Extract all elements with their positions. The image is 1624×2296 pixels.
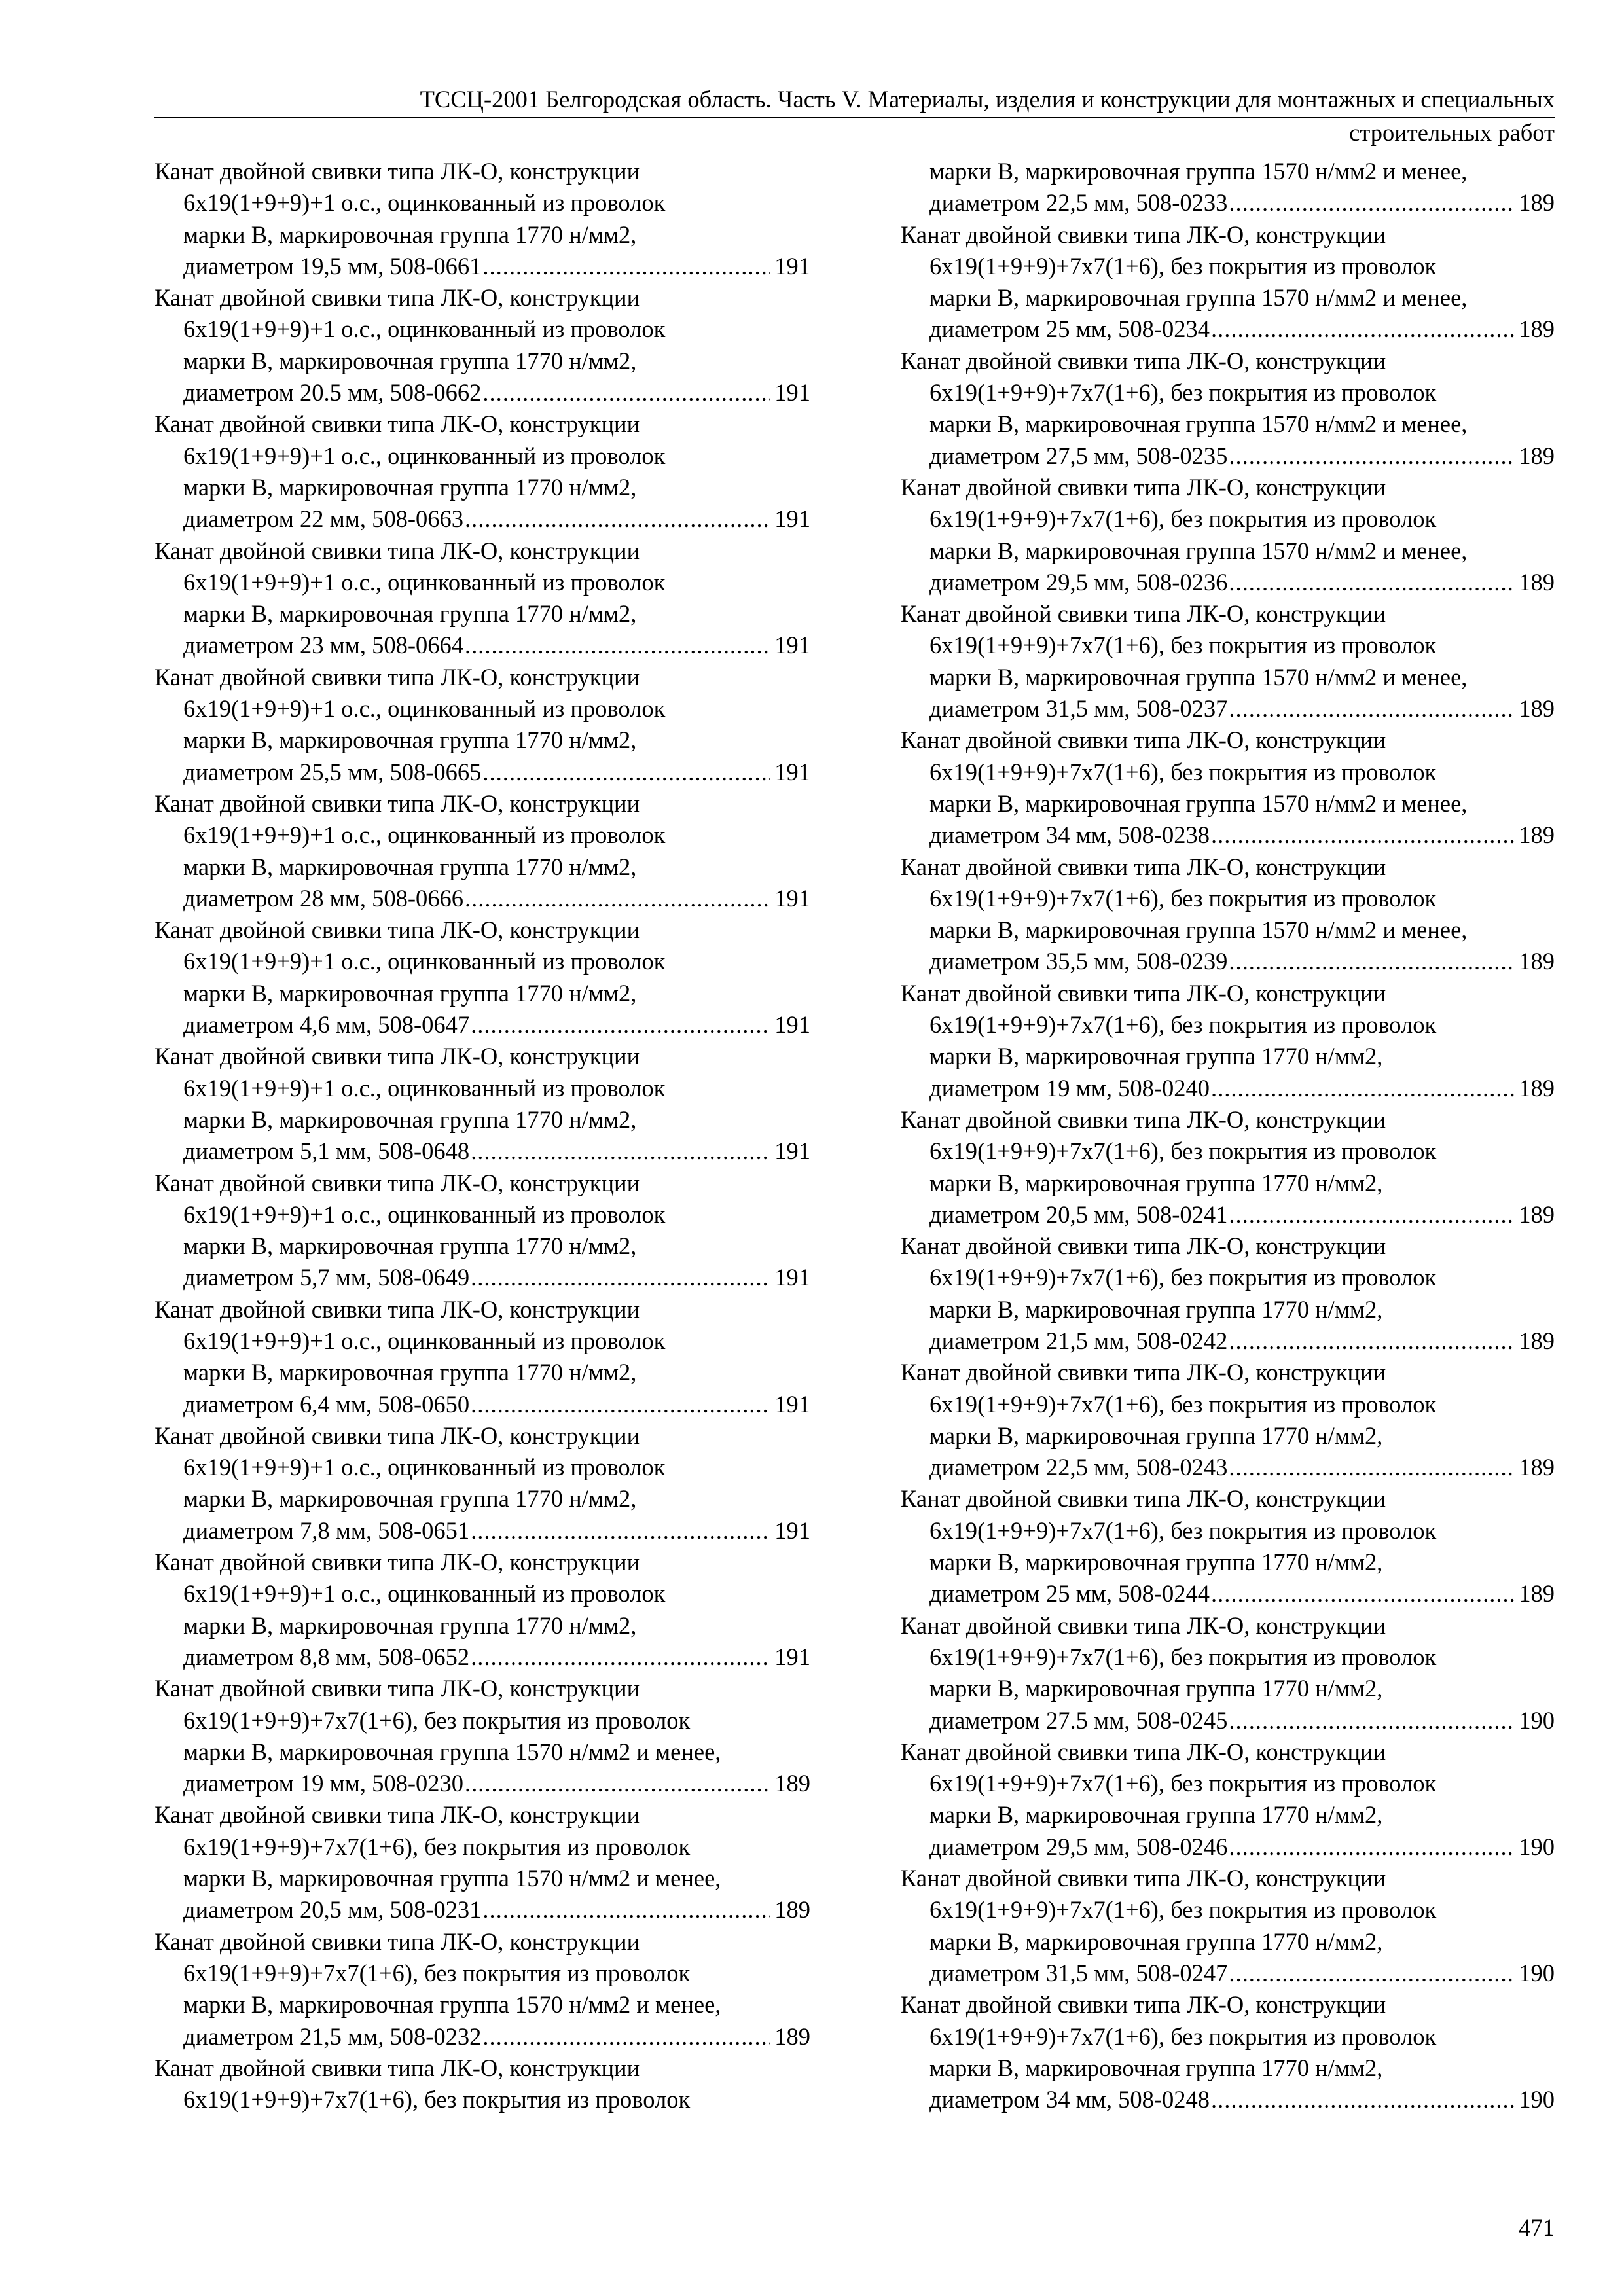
- entry-diameter-code: диаметром 25 мм, 508-0244: [929, 1580, 1210, 1607]
- index-column-right: [901, 156, 1555, 2115]
- entry-diameter-code: диаметром 8,8 мм, 508-0652: [183, 1643, 470, 1670]
- entry-final-line: [154, 1894, 810, 1926]
- dot-leader: [482, 377, 770, 408]
- index-entry: [901, 156, 1555, 219]
- dot-leader: [1229, 1452, 1515, 1483]
- index-entry: [901, 219, 1555, 346]
- dot-leader: [1229, 567, 1515, 598]
- index-entry: [154, 1420, 810, 1547]
- dot-leader: [1229, 1325, 1515, 1357]
- entry-continuation-line: марки В, маркировочная группа 1770 н/мм2,: [183, 347, 637, 374]
- entry-continuation-line: марки В, маркировочная группа 1770 н/мм2,: [183, 1105, 637, 1133]
- entry-continuation-line: 6х19(1+9+9)+1 о.с., оцинкованный из проволок: [183, 442, 666, 469]
- entry-title-line: Канат двойной свивки типа ЛК-О, конструкции: [154, 1295, 640, 1323]
- index-entry: [901, 598, 1555, 725]
- entry-continuation-line: марки В, маркировочная группа 1770 н/мм2,: [929, 1169, 1383, 1196]
- entry-continuation-line: марки В, маркировочная группа 1770 н/мм2,: [929, 1422, 1383, 1449]
- entry-continuation-line: марки В, маркировочная группа 1770 н/мм2,: [929, 1801, 1383, 1829]
- entry-title-line: Канат двойной свивки типа ЛК-О, конструкции: [901, 1485, 1386, 1513]
- entry-final-line: [901, 819, 1555, 851]
- entry-continuation-line: марки В, маркировочная группа 1770 н/мм2,: [183, 221, 637, 248]
- entry-title-line: Канат двойной свивки типа ЛК-О, конструкции: [154, 1169, 640, 1196]
- entry-continuation-line: марки В, маркировочная группа 1570 н/мм2 и менее,: [183, 1991, 721, 2018]
- dot-leader: [471, 1389, 770, 1420]
- entry-title-line: Канат двойной свивки типа ЛК-О, конструкции: [901, 473, 1386, 501]
- entry-page-ref: 191: [774, 252, 810, 279]
- entry-final-line: [154, 1262, 810, 1293]
- entry-page-ref: 191: [774, 1390, 810, 1418]
- entry-final-line: [154, 757, 810, 788]
- entry-final-line: [901, 693, 1555, 725]
- dot-leader: [482, 1894, 770, 1926]
- entry-final-line: [154, 1389, 810, 1420]
- entry-final-line: [901, 187, 1555, 219]
- entry-diameter-code: диаметром 19 мм, 508-0230: [183, 1770, 464, 1797]
- dot-leader: [471, 1515, 770, 1547]
- entry-diameter-code: диаметром 19,5 мм, 508-0661: [183, 252, 482, 279]
- entry-diameter-code: диаметром 22,5 мм, 508-0233: [929, 189, 1228, 217]
- entry-title-line: Канат двойной свивки типа ЛК-О, конструкции: [154, 1422, 640, 1449]
- header-title-continued: строительных работ: [1349, 119, 1555, 146]
- entry-title-line: Канат двойной свивки типа ЛК-О, конструкции: [901, 600, 1386, 628]
- entry-continuation-line: 6х19(1+9+9)+7х7(1+6), без покрытия из проволок: [929, 379, 1437, 406]
- index-entry: [901, 1863, 1555, 1989]
- entry-page-ref: 189: [1519, 1200, 1555, 1228]
- entry-title-line: Канат двойной свивки типа ЛК-О, конструкции: [901, 1738, 1386, 1765]
- index-entry: [901, 852, 1555, 978]
- entry-page-ref: 189: [1519, 442, 1555, 469]
- entry-continuation-line: марки В, маркировочная группа 1770 н/мм2,: [929, 1928, 1383, 1955]
- entry-continuation-line: 6х19(1+9+9)+1 о.с., оцинкованный из проволок: [183, 189, 666, 217]
- entry-title-line: Канат двойной свивки типа ЛК-О, конструкции: [901, 1865, 1386, 1892]
- entry-page-ref: 190: [1519, 1833, 1555, 1860]
- entry-continuation-line: марки В, маркировочная группа 1770 н/мм2,: [183, 1232, 637, 1260]
- entry-final-line: [901, 567, 1555, 598]
- entry-final-line: [901, 946, 1555, 977]
- entry-continuation-line: 6х19(1+9+9)+1 о.с., оцинкованный из проволок: [183, 1327, 666, 1354]
- entry-continuation-line: 6х19(1+9+9)+7х7(1+6), без покрытия из проволок: [929, 2022, 1437, 2050]
- index-entry: [154, 408, 810, 535]
- entry-continuation-line: 6х19(1+9+9)+1 о.с., оцинкованный из проволок: [183, 695, 666, 723]
- entry-page-ref: 190: [1519, 1959, 1555, 1986]
- index-entry: [901, 1357, 1555, 1483]
- entry-continuation-line: марки В, маркировочная группа 1770 н/мм2,: [929, 1675, 1383, 1702]
- entry-continuation-line: 6х19(1+9+9)+7х7(1+6), без покрытия из проволок: [929, 884, 1437, 912]
- entry-diameter-code: диаметром 34 мм, 508-0238: [929, 821, 1210, 849]
- entry-final-line: [154, 630, 810, 661]
- entry-final-line: [901, 1578, 1555, 1609]
- entry-diameter-code: диаметром 25,5 мм, 508-0665: [183, 758, 482, 785]
- entry-title-line: Канат двойной свивки типа ЛК-О, конструкции: [901, 1991, 1386, 2018]
- entry-title-line: Канат двойной свивки типа ЛК-О, конструкции: [154, 537, 640, 564]
- entry-continuation-line: марки В, маркировочная группа 1770 н/мм2,: [929, 1549, 1383, 1576]
- entry-diameter-code: диаметром 5,1 мм, 508-0648: [183, 1138, 470, 1165]
- entry-continuation-line: марки В, маркировочная группа 1570 н/мм2 и менее,: [929, 789, 1468, 817]
- entry-final-line: [901, 440, 1555, 472]
- entry-final-line: [901, 2084, 1555, 2115]
- entry-continuation-line: 6х19(1+9+9)+7х7(1+6), без покрытия из проволок: [929, 1896, 1437, 1924]
- entry-diameter-code: диаметром 22,5 мм, 508-0243: [929, 1454, 1228, 1481]
- dot-leader: [471, 1009, 770, 1041]
- entry-final-line: [901, 1831, 1555, 1863]
- entry-page-ref: 189: [1519, 315, 1555, 343]
- entry-page-ref: 190: [1519, 1706, 1555, 1734]
- entry-continuation-line: марки В, маркировочная группа 1770 н/мм2,: [183, 726, 637, 754]
- entry-continuation-line: 6х19(1+9+9)+7х7(1+6), без покрытия из проволок: [929, 1264, 1437, 1291]
- entry-final-line: [901, 314, 1555, 345]
- entry-title-line: Канат двойной свивки типа ЛК-О, конструкции: [154, 158, 640, 185]
- entry-continuation-line: 6х19(1+9+9)+1 о.с., оцинкованный из проволок: [183, 821, 666, 849]
- index-entry: [901, 978, 1555, 1104]
- index-entry: [154, 282, 810, 408]
- index-entry: [901, 1736, 1555, 1863]
- entry-final-line: [154, 2021, 810, 2053]
- entry-continuation-line: 6х19(1+9+9)+7х7(1+6), без покрытия из проволок: [929, 1643, 1437, 1670]
- entry-diameter-code: диаметром 34 мм, 508-0248: [929, 2086, 1210, 2113]
- dot-leader: [1229, 1199, 1515, 1230]
- entry-continuation-line: марки В, маркировочная группа 1770 н/мм2,: [183, 473, 637, 501]
- entry-final-line: [154, 883, 810, 914]
- entry-continuation-line: марки В, маркировочная группа 1570 н/мм2 и менее,: [183, 1738, 721, 1765]
- dot-leader: [1211, 1578, 1515, 1609]
- entry-continuation-line: 6х19(1+9+9)+7х7(1+6), без покрытия из проволок: [183, 1959, 691, 1986]
- dot-leader: [1229, 1831, 1515, 1863]
- dot-leader: [465, 630, 770, 661]
- dot-leader: [471, 1641, 770, 1673]
- entry-title-line: Канат двойной свивки типа ЛК-О, конструкции: [901, 1611, 1386, 1639]
- entry-page-ref: 189: [1519, 1580, 1555, 1607]
- entry-diameter-code: диаметром 23 мм, 508-0664: [183, 632, 464, 659]
- entry-title-line: Канат двойной свивки типа ЛК-О, конструкции: [901, 1232, 1386, 1260]
- entry-page-ref: 189: [1519, 821, 1555, 849]
- entry-continuation-line: 6х19(1+9+9)+7х7(1+6), без покрытия из проволок: [183, 1833, 691, 1860]
- entry-continuation-line: 6х19(1+9+9)+1 о.с., оцинкованный из проволок: [183, 315, 666, 343]
- entry-title-line: Канат двойной свивки типа ЛК-О, конструкции: [901, 726, 1386, 754]
- entry-continuation-line: 6х19(1+9+9)+1 о.с., оцинкованный из проволок: [183, 948, 666, 975]
- entry-continuation-line: 6х19(1+9+9)+7х7(1+6), без покрытия из проволок: [929, 632, 1437, 659]
- entry-page-ref: 191: [774, 379, 810, 406]
- entry-continuation-line: марки В, маркировочная группа 1770 н/мм2,: [929, 2054, 1383, 2081]
- entry-continuation-line: марки В, маркировочная группа 1770 н/мм2,: [183, 1359, 637, 1386]
- index-entry: [154, 788, 810, 914]
- entry-title-line: Канат двойной свивки типа ЛК-О, конструкции: [901, 1105, 1386, 1133]
- entry-continuation-line: марки В, маркировочная группа 1770 н/мм2,: [929, 1295, 1383, 1323]
- dot-leader: [1229, 946, 1515, 977]
- entry-diameter-code: диаметром 20,5 мм, 508-0231: [183, 1896, 482, 1924]
- entry-continuation-line: марки В, маркировочная группа 1770 н/мм2,: [929, 1043, 1383, 1070]
- entry-continuation-line: 6х19(1+9+9)+1 о.с., оцинкованный из проволок: [183, 1200, 666, 1228]
- dot-leader: [465, 1768, 770, 1799]
- entry-continuation-line: марки В, маркировочная группа 1770 н/мм2,: [183, 853, 637, 880]
- entry-diameter-code: диаметром 21,5 мм, 508-0242: [929, 1327, 1228, 1354]
- entry-title-line: Канат двойной свивки типа ЛК-О, конструкции: [154, 284, 640, 312]
- entry-final-line: [154, 503, 810, 535]
- index-entry: [901, 1483, 1555, 1609]
- entry-page-ref: 191: [774, 1643, 810, 1670]
- index-entry: [901, 725, 1555, 851]
- entry-final-line: [154, 1009, 810, 1041]
- index-entry: [154, 2053, 810, 2116]
- entry-continuation-line: марки В, маркировочная группа 1770 н/мм2,: [183, 979, 637, 1007]
- header-title: ТССЦ-2001 Белгородская область. Часть V. Материалы, изделия и конструкции для монтажных и специальных: [420, 86, 1555, 113]
- index-entry: [154, 535, 810, 662]
- entry-page-ref: 189: [1519, 1074, 1555, 1102]
- entry-page-ref: 189: [1519, 948, 1555, 975]
- entry-page-ref: 191: [774, 632, 810, 659]
- entry-continuation-line: 6х19(1+9+9)+7х7(1+6), без покрытия из проволок: [929, 1011, 1437, 1039]
- entry-diameter-code: диаметром 35,5 мм, 508-0239: [929, 948, 1228, 975]
- entry-page-ref: 191: [774, 1138, 810, 1165]
- entry-continuation-line: 6х19(1+9+9)+7х7(1+6), без покрытия из проволок: [929, 1390, 1437, 1418]
- entry-title-line: Канат двойной свивки типа ЛК-О, конструкции: [154, 1801, 640, 1829]
- entry-continuation-line: 6х19(1+9+9)+1 о.с., оцинкованный из проволок: [183, 1580, 666, 1607]
- entry-continuation-line: марки В, маркировочная группа 1570 н/мм2 и менее,: [929, 537, 1468, 564]
- dot-leader: [1229, 187, 1515, 219]
- entry-title-line: Канат двойной свивки типа ЛК-О, конструкции: [901, 1359, 1386, 1386]
- index-entry: [901, 1230, 1555, 1357]
- entry-continuation-line: 6х19(1+9+9)+7х7(1+6), без покрытия из проволок: [929, 1516, 1437, 1544]
- entry-diameter-code: диаметром 27.5 мм, 508-0245: [929, 1706, 1228, 1734]
- dot-leader: [1229, 693, 1515, 725]
- entry-diameter-code: диаметром 21,5 мм, 508-0232: [183, 2022, 482, 2050]
- entry-final-line: [901, 1452, 1555, 1483]
- index-entry: [154, 1294, 810, 1420]
- entry-continuation-line: марки В, маркировочная группа 1770 н/мм2,: [183, 600, 637, 628]
- entry-continuation-line: 6х19(1+9+9)+1 о.с., оцинкованный из проволок: [183, 568, 666, 596]
- entry-final-line: [901, 1073, 1555, 1104]
- index-entry: [154, 156, 810, 282]
- page-number: 471: [1519, 2214, 1555, 2241]
- entry-continuation-line: 6х19(1+9+9)+1 о.с., оцинкованный из проволок: [183, 1074, 666, 1102]
- index-entry: [154, 1168, 810, 1294]
- entry-diameter-code: диаметром 25 мм, 508-0234: [929, 315, 1210, 343]
- entry-continuation-line: марки В, маркировочная группа 1770 н/мм2,: [183, 1485, 637, 1513]
- entry-title-line: Канат двойной свивки типа ЛК-О, конструкции: [154, 663, 640, 691]
- index-entry: [154, 1673, 810, 1799]
- entry-page-ref: 189: [1519, 1327, 1555, 1354]
- entry-title-line: Канат двойной свивки типа ЛК-О, конструкции: [901, 347, 1386, 374]
- index-entry: [901, 1989, 1555, 2115]
- entry-title-line: Канат двойной свивки типа ЛК-О, конструкции: [154, 410, 640, 438]
- entry-diameter-code: диаметром 22 мм, 508-0663: [183, 505, 464, 533]
- entry-continuation-line: марки В, маркировочная группа 1570 н/мм2 и менее,: [929, 284, 1468, 312]
- dot-leader: [1211, 2084, 1515, 2115]
- entry-diameter-code: диаметром 29,5 мм, 508-0236: [929, 568, 1228, 596]
- entry-diameter-code: диаметром 4,6 мм, 508-0647: [183, 1011, 470, 1039]
- entry-continuation-line: 6х19(1+9+9)+7х7(1+6), без покрытия из проволок: [929, 252, 1437, 279]
- entry-title-line: Канат двойной свивки типа ЛК-О, конструкции: [901, 979, 1386, 1007]
- entry-page-ref: 191: [774, 758, 810, 785]
- entry-final-line: [154, 1136, 810, 1167]
- entry-final-line: [901, 1705, 1555, 1736]
- entry-continuation-line: 6х19(1+9+9)+7х7(1+6), без покрытия из проволок: [929, 505, 1437, 533]
- dot-leader: [1229, 1705, 1515, 1736]
- entry-final-line: [154, 251, 810, 282]
- entry-continuation-line: марки В, маркировочная группа 1570 н/мм2 и менее,: [929, 410, 1468, 438]
- entry-title-line: Канат двойной свивки типа ЛК-О, конструкции: [901, 221, 1386, 248]
- dot-leader: [1211, 1073, 1515, 1104]
- entry-diameter-code: диаметром 31,5 мм, 508-0247: [929, 1959, 1228, 1986]
- entry-continuation-line: марки В, маркировочная группа 1770 н/мм2,: [183, 1611, 637, 1639]
- entry-continuation-line: марки В, маркировочная группа 1570 н/мм2 и менее,: [929, 158, 1468, 185]
- entry-title-line: Канат двойной свивки типа ЛК-О, конструкции: [154, 2054, 640, 2081]
- entry-page-ref: 189: [1519, 568, 1555, 596]
- dot-leader: [1229, 1958, 1515, 1989]
- index-entry: [901, 1610, 1555, 1736]
- dot-leader: [465, 883, 770, 914]
- entry-title-line: Канат двойной свивки типа ЛК-О, конструкции: [901, 853, 1386, 880]
- entry-page-ref: 189: [1519, 1454, 1555, 1481]
- index-entry: [154, 914, 810, 1041]
- dot-leader: [482, 2021, 770, 2053]
- entry-continuation-line: марки В, маркировочная группа 1570 н/мм2 и менее,: [929, 663, 1468, 691]
- entry-page-ref: 189: [774, 1770, 810, 1797]
- dot-leader: [465, 503, 770, 535]
- index-entry: [154, 1926, 810, 2053]
- entry-title-line: Канат двойной свивки типа ЛК-О, конструкции: [154, 916, 640, 944]
- index-entry: [901, 472, 1555, 598]
- entry-title-line: Канат двойной свивки типа ЛК-О, конструкции: [154, 1675, 640, 1702]
- index-column-left: [154, 156, 810, 2115]
- entry-page-ref: 189: [1519, 695, 1555, 723]
- entry-final-line: [901, 1325, 1555, 1357]
- entry-continuation-line: 6х19(1+9+9)+7х7(1+6), без покрытия из проволок: [183, 1706, 691, 1734]
- entry-page-ref: 189: [774, 1896, 810, 1924]
- index-entry: [901, 1104, 1555, 1230]
- entry-continuation-line: 6х19(1+9+9)+1 о.с., оцинкованный из проволок: [183, 1454, 666, 1481]
- entry-continuation-line: 6х19(1+9+9)+7х7(1+6), без покрытия из проволок: [929, 1138, 1437, 1165]
- entry-diameter-code: диаметром 28 мм, 508-0666: [183, 884, 464, 912]
- dot-leader: [482, 251, 770, 282]
- entry-final-line: [154, 377, 810, 408]
- entry-page-ref: 189: [774, 2022, 810, 2050]
- entry-diameter-code: диаметром 27,5 мм, 508-0235: [929, 442, 1228, 469]
- index-entry: [154, 1799, 810, 1926]
- entry-continuation-line: марки В, маркировочная группа 1570 н/мм2 и менее,: [929, 916, 1468, 944]
- entry-final-line: [901, 1199, 1555, 1230]
- running-header: [154, 84, 1555, 148]
- dot-leader: [1211, 314, 1515, 345]
- entry-title-line: Канат двойной свивки типа ЛК-О, конструкции: [154, 789, 640, 817]
- entry-diameter-code: диаметром 20,5 мм, 508-0241: [929, 1200, 1228, 1228]
- dot-leader: [1229, 440, 1515, 472]
- entry-continuation-line: 6х19(1+9+9)+7х7(1+6), без покрытия из проволок: [929, 758, 1437, 785]
- entry-diameter-code: диаметром 6,4 мм, 508-0650: [183, 1390, 470, 1418]
- entry-page-ref: 190: [1519, 2086, 1555, 2113]
- entry-continuation-line: марки В, маркировочная группа 1570 н/мм2 и менее,: [183, 1865, 721, 1892]
- entry-final-line: [154, 1515, 810, 1547]
- entry-diameter-code: диаметром 31,5 мм, 508-0237: [929, 695, 1228, 723]
- entry-final-line: [154, 1641, 810, 1673]
- entry-continuation-line: 6х19(1+9+9)+7х7(1+6), без покрытия из проволок: [929, 1770, 1437, 1797]
- entry-continuation-line: 6х19(1+9+9)+7х7(1+6), без покрытия из проволок: [183, 2086, 691, 2113]
- dot-leader: [471, 1136, 770, 1167]
- entry-title-line: Канат двойной свивки типа ЛК-О, конструкции: [154, 1043, 640, 1070]
- entry-title-line: Канат двойной свивки типа ЛК-О, конструкции: [154, 1549, 640, 1576]
- dot-leader: [1211, 819, 1515, 851]
- entry-page-ref: 191: [774, 505, 810, 533]
- dot-leader: [482, 757, 770, 788]
- index-entry: [154, 1547, 810, 1673]
- entry-final-line: [154, 1768, 810, 1799]
- entry-diameter-code: диаметром 20.5 мм, 508-0662: [183, 379, 482, 406]
- entry-diameter-code: диаметром 19 мм, 508-0240: [929, 1074, 1210, 1102]
- index-entry: [154, 1041, 810, 1167]
- entry-page-ref: 189: [1519, 189, 1555, 217]
- index-entry: [154, 662, 810, 788]
- entry-diameter-code: диаметром 7,8 мм, 508-0651: [183, 1516, 470, 1544]
- entry-page-ref: 191: [774, 1516, 810, 1544]
- entry-title-line: Канат двойной свивки типа ЛК-О, конструкции: [154, 1928, 640, 1955]
- dot-leader: [471, 1262, 770, 1293]
- entry-page-ref: 191: [774, 884, 810, 912]
- entry-page-ref: 191: [774, 1264, 810, 1291]
- entry-page-ref: 191: [774, 1011, 810, 1039]
- index-entry: [901, 346, 1555, 472]
- entry-final-line: [901, 1958, 1555, 1989]
- entry-diameter-code: диаметром 29,5 мм, 508-0246: [929, 1833, 1228, 1860]
- entry-diameter-code: диаметром 5,7 мм, 508-0649: [183, 1264, 470, 1291]
